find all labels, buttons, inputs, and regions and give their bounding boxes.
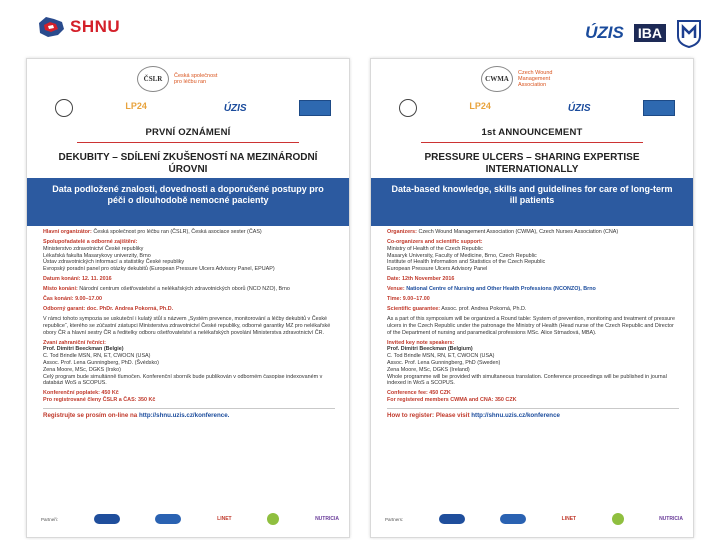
cwma-logo	[481, 65, 591, 93]
fee-value: 450 Kč	[101, 390, 119, 397]
uzis-logo: ÚZIS	[585, 23, 624, 42]
event-subtitle: Data-based knowledge, skills and guidelines for care of long-term ill patients	[391, 184, 673, 205]
czech-map-icon	[36, 13, 66, 41]
cwma-badge-icon: CWMA	[481, 66, 513, 92]
organizers-label: Hlavní organizátor:	[43, 229, 92, 235]
venue-label: Venue:	[387, 286, 405, 293]
top-header	[0, 0, 720, 66]
sponsor-leaf-icon	[267, 513, 279, 525]
speaker: Prof. Dimitri Beeckman (Belgium)	[387, 346, 473, 353]
czech-announcement-page	[26, 58, 350, 538]
hartmann-logo-icon	[500, 514, 526, 524]
divider	[387, 408, 679, 409]
sponsors-label: Partneři:	[41, 516, 59, 522]
speakers-label: Zvaní zahraniční řečníci:	[43, 339, 106, 346]
registration-link[interactable]: http://shnu.uzis.cz/konference.	[138, 412, 230, 420]
sponsor-bar	[385, 509, 683, 529]
seal-icon	[55, 99, 73, 117]
speaker: C. Tod Brindle MSN, RN, ET, CWOCN (USA)	[387, 353, 495, 360]
member-fee-label: Pro registrované členy ČSLR a ČAS:	[43, 397, 137, 404]
cslr-badge-icon: ČSLR	[137, 66, 169, 92]
speakers-label: Invited key note speakers:	[387, 339, 455, 346]
fee-label: Konferenční poplatek:	[43, 390, 100, 397]
sponsors-label: Partners:	[385, 516, 404, 522]
coorganizer-line: Evropský poradní panel pro otázky dekubitů (European Pressure Ulcers Advisory Panel, EPUAP)	[43, 266, 275, 273]
partner-logo-row	[399, 99, 675, 117]
guarantor-label: Scientific guarantee:	[387, 306, 441, 313]
guarantor-label: Odborný garant:	[43, 306, 86, 313]
event-subtitle: Data podložené znalosti, dovednosti a doporučené postupy pro péči o dlouhodobě nemocné pacienty	[52, 184, 324, 205]
guarantor-value: doc. PhDr. Andrea Pokorná, Ph.D.	[86, 306, 174, 313]
time-label: Time:	[387, 296, 402, 303]
coorganizer-line: Masaryk University, Faculty of Medicine, Brno, Czech Republic	[387, 252, 537, 259]
hartmann-logo-icon	[155, 514, 181, 524]
linet-logo: LINET	[561, 516, 577, 522]
lp24-logo: LP24	[469, 101, 491, 111]
organizers-label: Organizers:	[387, 229, 417, 235]
speaker: Assoc. Prof. Lena Gunningberg, PhD. (Švédsko)	[43, 360, 159, 367]
coorganizers-label: Co-organizers and scientific support:	[387, 238, 483, 245]
coorganizer-line: Lékařská fakulta Masarykovy univerzity, Brno	[43, 252, 151, 259]
speaker: Assoc. Prof. Lena Gunningberg, PhD (Sweden)	[387, 360, 501, 367]
speakers-note: Celý program bude simultánně tlumočen. Konferenční sborník bude publikován v odborném časopise indexovaném v databázi WoS a SCOPUS.	[43, 373, 323, 387]
shnu-wordmark: SHNU	[70, 17, 121, 36]
iba-logo	[634, 24, 666, 42]
date-label: Date:	[387, 276, 401, 283]
speaker: C. Tod Brindle MSN, RN, ET, CWOCN (USA)	[43, 353, 151, 360]
cslr-name: Česká společnost pro léčbu ran	[174, 73, 218, 85]
cslr-logo	[137, 65, 247, 93]
masaryk-university-icon	[676, 18, 702, 48]
fee-label: Conference fee:	[387, 390, 428, 397]
member-fee-value: 350 CZK	[494, 397, 517, 404]
seal-icon	[399, 99, 417, 117]
organizers-text: Czech Wound Management Association (CWMA), Czech Nurses Association (CNA)	[418, 229, 619, 235]
sponsor-leaf-icon	[612, 513, 624, 525]
sponsor-logo-icon	[439, 514, 465, 524]
registration-text: How to register: Please visit	[387, 412, 470, 420]
english-announcement-page	[370, 58, 694, 538]
coorganizer-line: Institute of Health Information and Statistics of the Czech Republic	[387, 259, 546, 266]
coorganizer-line: Ministry of Health of the Czech Republic	[387, 245, 483, 252]
coorganizer-line: Ústav zdravotnických informací a statistiky České republiky	[43, 259, 185, 266]
venue-label: Místo konání:	[43, 286, 78, 293]
time-label: Čas konání:	[43, 296, 74, 303]
nutricia-logo: NUTRICIA	[659, 516, 683, 522]
partner-logo-row	[55, 99, 331, 117]
epuap-logo-icon	[643, 100, 675, 116]
linet-logo: LINET	[217, 516, 232, 522]
fee-value: 450 CZK	[429, 390, 451, 397]
event-title: PRESSURE ULCERS – SHARING EXPERTISE INTERNATIONALLY	[424, 152, 640, 175]
roundtable-paragraph: As a part of this symposium will be organized a Round table: System of prevention, monitoring and treatment of pressure ulcers in the Czech Republic under the patronage the Ministry of Health (Head nurse of the Czech Republic and Director of the Department of nursing and paramedical professions MSc. Alice Strnadová, MBA).	[387, 316, 675, 336]
organizers-text: Česká společnost pro léčbu ran (ČSLR), Česká asociace sester (ČAS)	[93, 229, 262, 235]
date-label: Datum konání:	[43, 276, 81, 283]
uzis-logo: ÚZIS	[567, 102, 591, 114]
registration-line	[387, 413, 679, 420]
announcement-heading: PRVNÍ OZNÁMENÍ	[145, 127, 231, 138]
uzis-logo: ÚZIS	[223, 102, 247, 114]
lp24-logo: LP24	[125, 101, 147, 111]
venue-value: National Centre of Nursing and Other Health Professions (NCONZO), Brno	[406, 286, 596, 293]
guarantor-value: Assoc. prof. Andrea Pokorná, Ph.D.	[441, 306, 527, 313]
divider	[43, 408, 335, 409]
shnu-logo	[36, 10, 120, 44]
coorganizer-line: Ministerstvo zdravotnictví České republiky	[43, 245, 144, 252]
registration-link[interactable]: http://shnu.uzis.cz/konference	[471, 412, 560, 420]
registration-line	[43, 413, 335, 420]
nutricia-logo: NUTRICIA	[315, 516, 339, 522]
member-fee-label: For registered members CWMA and CNA:	[387, 397, 494, 404]
coorganizers-label: Spolupořadatelé a odborné zajištění:	[43, 238, 138, 245]
speakers-note: Whole programme will be provided with simultaneous translation. Conference proceedings will be published in journal indexed in WoS a SCOPUS.	[387, 373, 667, 387]
event-details	[43, 229, 335, 420]
time-value: 9.00–17.00	[75, 296, 103, 303]
registration-text: Registrujte se prosím on-line na	[43, 412, 138, 420]
date-value: 12th November 2016	[401, 276, 455, 283]
time-value: 9.00–17.00	[402, 296, 430, 303]
date-value: 12. 11. 2016	[81, 276, 112, 283]
sponsor-logo-icon	[94, 514, 120, 524]
iba-wordmark: IBA	[634, 24, 666, 42]
speaker: Zena Moore, MSc, DGKS (Ireland)	[387, 366, 470, 373]
member-fee-value: 350 Kč	[137, 397, 156, 404]
coorganizer-line: European Pressure Ulcers Advisory Panel	[387, 266, 488, 273]
announcement-heading: 1st ANNOUNCEMENT	[481, 127, 583, 138]
cwma-name: Czech Wound Management Association	[518, 70, 553, 88]
roundtable-paragraph: V rámci tohoto sympozia se uskuteční i kulatý stůl s názvem „Systém prevence, monitorování a léčby dekubitů v České republice“, kterého se zúčastní zástupci Ministerstva zdravotnictví České republiky, odborné garantky MZ pro nelékařské obory ČR a hlavní sestry ČR a ředitelky odboru ošetřovatelství a nelékařských povolání Ministerstva zdravotnictví ČR.	[43, 316, 331, 336]
sponsor-bar	[41, 509, 339, 529]
event-title: DEKUBITY – SDÍLENÍ ZKUŠENOSTÍ NA MEZINÁRODNÍ ÚROVNI	[58, 152, 318, 175]
venue-value: Národní centrum ošetřovatelství a nelékařských zdravotnických oborů (NCO NZO), Brno	[79, 286, 290, 293]
speaker: Zena Moore, MSc, DGKS (Irsko)	[43, 366, 121, 373]
sponsor-logos	[585, 18, 702, 48]
epuap-logo-icon	[299, 100, 331, 116]
divider	[421, 142, 643, 143]
divider	[77, 142, 299, 143]
event-details	[387, 229, 679, 420]
speaker: Prof. Dimitri Beeckman (Belgie)	[43, 346, 124, 353]
